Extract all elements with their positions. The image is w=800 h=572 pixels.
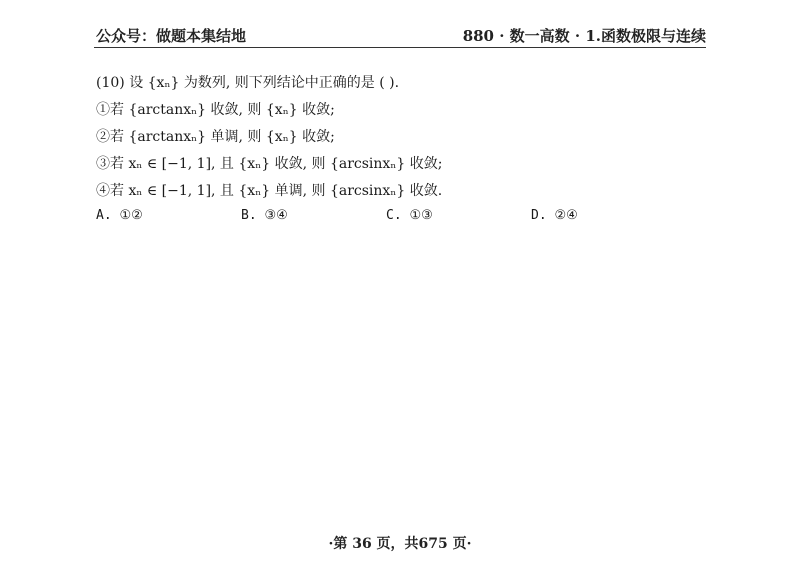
option-c: C. ①③ [386,208,433,223]
statement-2: ②若 {arctanxₙ} 单调, 则 {xₙ} 收敛; [96,129,335,145]
header-source: 公众号：做题本集结地 [96,27,247,45]
statement-4: ④若 xₙ ∈ [−1, 1], 且 {xₙ} 单调, 则 {arcsinxₙ} 收敛. [96,183,443,199]
header-section: 880 · 数一高数 · 1.函数极限与连续 [462,27,706,45]
question-block [96,70,716,205]
answer-options [96,208,696,232]
question-stem: (10) 设 {xₙ} 为数列, 则下列结论中正确的是 ( ). [96,75,400,91]
statement-1: ①若 {arctanxₙ} 收敛, 则 {xₙ} 收敛; [96,102,335,118]
header-divider [94,47,706,48]
statement-3: ③若 xₙ ∈ [−1, 1], 且 {xₙ} 收敛, 则 {arcsinxₙ} 收敛; [96,156,443,172]
page-number: ·第 36 页，共675 页· [328,536,472,552]
option-d: D. ②④ [531,208,578,223]
option-b: B. ③④ [241,208,288,223]
option-a: A. ①② [96,208,143,223]
page-header [96,22,706,46]
